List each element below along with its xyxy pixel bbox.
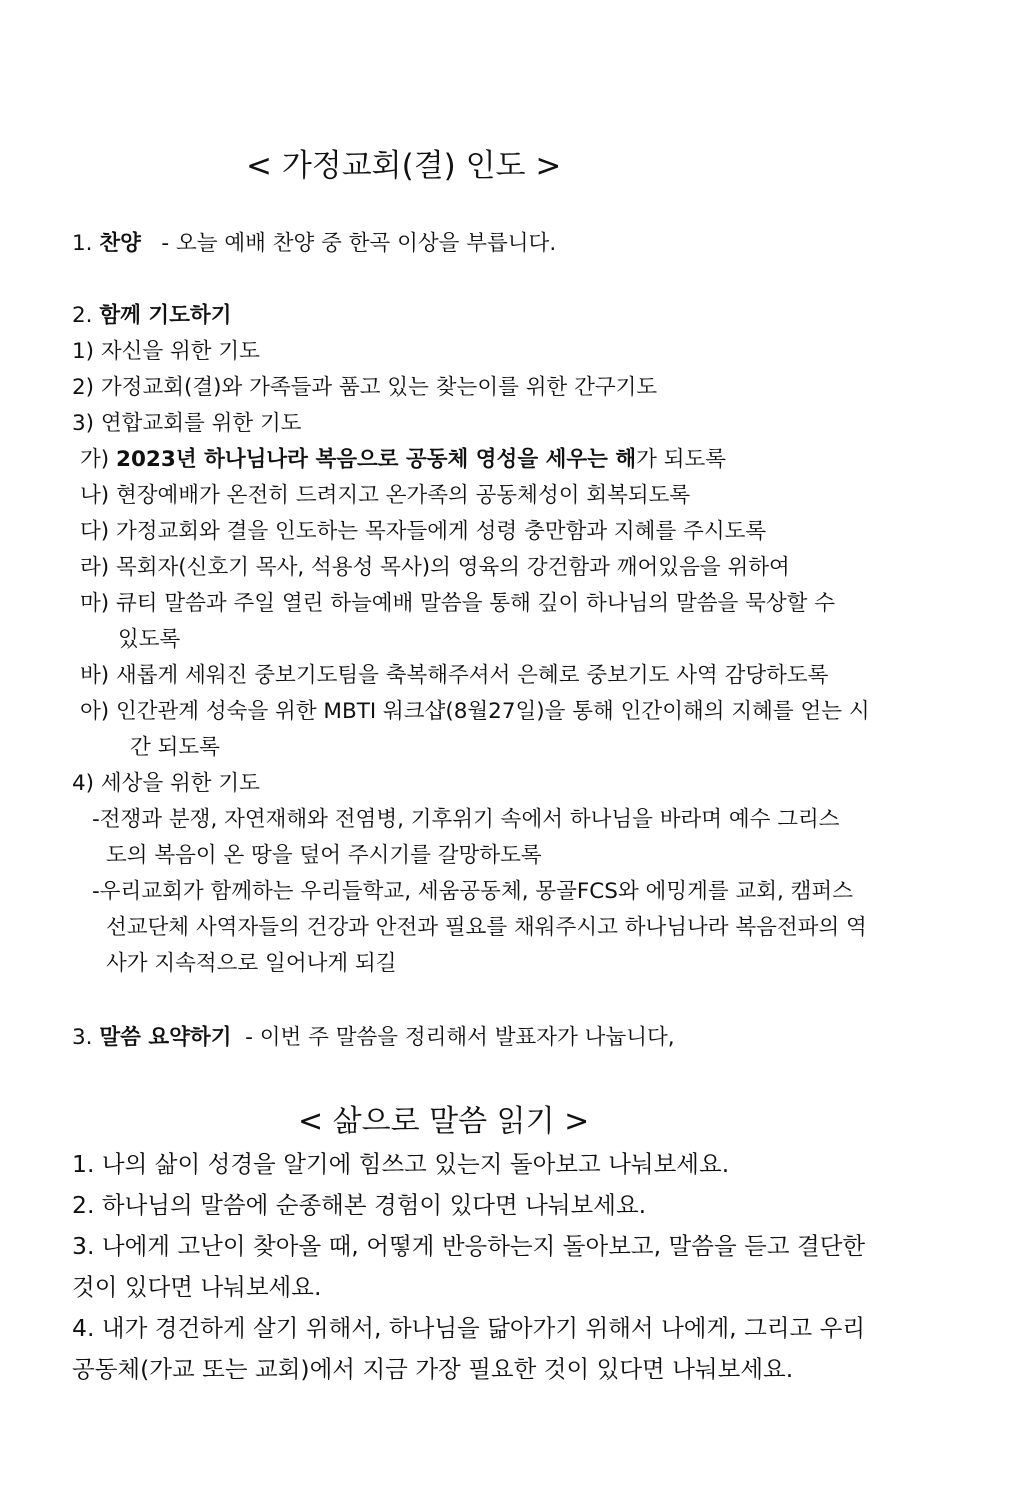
- question-2: 2. 하나님의 말씀에 순종해본 경험이 있다면 나눠보세요.: [72, 1191, 647, 1219]
- world-prayer-1-cont: 도의 복음이 온 땅을 덮어 주시기를 갈망하도록: [106, 843, 542, 868]
- prayer-sub-a-cont: 간 되도록: [130, 735, 220, 760]
- sermon-summary-label: 말씀 요약하기: [99, 1025, 232, 1050]
- heading-living-word: < 삶으로 말씀 읽기 >: [298, 1104, 590, 1139]
- prayer-label: 함께 기도하기: [99, 303, 232, 328]
- section-prayer: [72, 298, 952, 982]
- question-1: 1. 나의 삶이 성경을 알기에 힘쓰고 있는지 돌아보고 나눠보세요.: [72, 1150, 730, 1178]
- prayer-item-4: 4) 세상을 위한 기도: [72, 771, 260, 796]
- praise-number: 1.: [72, 231, 93, 256]
- heading-house-church-guide: < 가정교회(결) 인도 >: [246, 148, 562, 184]
- prayer-sub-ga: [72, 442, 952, 478]
- sermon-summary-number: 3.: [72, 1025, 93, 1050]
- prayer-sub-na: 나) 현장예배가 온전히 드려지고 온가족의 공동체성이 회복되도록: [80, 483, 691, 508]
- question-3: 3. 나에게 고난이 찾아올 때, 어떻게 반응하는지 돌아보고, 말씀을 듣고 결단한: [72, 1232, 866, 1260]
- prayer-item-3: 3) 연합교회를 위한 기도: [72, 411, 302, 436]
- prayer-sub-ra: 라) 목회자(신호기 목사, 석용성 목사)의 영육의 강건함과 깨어있음을 위하여: [80, 555, 790, 580]
- praise-text: - 오늘 예배 찬양 중 한곡 이상을 부릅니다.: [161, 231, 557, 256]
- praise-line: [72, 226, 952, 262]
- section-sermon-summary: [72, 1020, 952, 1056]
- prayer-sub-ga-text: 가 되도록: [636, 447, 727, 472]
- section-praise: [72, 226, 952, 262]
- prayer-sub-a: 아) 인간관계 성숙을 위한 MBTI 워크샵(8월27일)을 통해 인간이해의 지혜를 얻는 시: [80, 699, 870, 724]
- world-prayer-2-cont2: 사가 지속적으로 일어나게 되길: [106, 951, 397, 976]
- question-4-cont: 공동체(가교 또는 교회)에서 지금 가장 필요한 것이 있다면 나눠보세요.: [72, 1355, 794, 1383]
- prayer-item-1: 1) 자신을 위한 기도: [72, 339, 260, 364]
- prayer-heading: [72, 298, 952, 334]
- sermon-summary-text: - 이번 주 말씀을 정리해서 발표자가 나눕니다,: [245, 1025, 675, 1050]
- prayer-item-2: 2) 가정교회(결)와 가족들과 품고 있는 찾는이를 위한 간구기도: [72, 375, 658, 400]
- praise-label: 찬양: [99, 231, 141, 256]
- world-prayer-1: -전쟁과 분쟁, 자연재해와 전염병, 기후위기 속에서 하나님을 바라며 예수 그리스: [92, 807, 840, 832]
- prayer-sub-ga-emphasis: 2023년 하나님나라 복음으로 공동체 영성을 세우는 해: [116, 447, 637, 472]
- prayer-sub-ba: 바) 새롭게 세워진 중보기도팀을 축복해주셔서 은혜로 중보기도 사역 감당하도록: [80, 663, 829, 688]
- section-questions: [72, 1144, 952, 1390]
- question-4: 4. 내가 경건하게 살기 위해서, 하나님을 닮아가기 위해서 나에게, 그리고 우리: [72, 1314, 866, 1342]
- prayer-sub-ma: 마) 큐티 말씀과 주일 열린 하늘예배 말씀을 통해 깊이 하나님의 말씀을 묵상할 수: [80, 591, 836, 616]
- question-3-cont: 것이 있다면 나눠보세요.: [72, 1273, 322, 1301]
- sermon-summary-line: [72, 1020, 952, 1056]
- prayer-sub-ma-cont: 있도록: [118, 627, 181, 652]
- prayer-number: 2.: [72, 303, 93, 328]
- prayer-sub-da: 다) 가정교회와 결을 인도하는 목자들에게 성령 충만함과 지혜를 주시도록: [80, 519, 767, 544]
- world-prayer-2-cont: 선교단체 사역자들의 건강과 안전과 필요를 채워주시고 하나님나라 복음전파의 역: [106, 915, 867, 940]
- world-prayer-2: -우리교회가 함께하는 우리들학교, 세움공동체, 몽골FCS와 에밍게를 교회, 캠퍼스: [92, 879, 853, 904]
- prayer-sub-ga-marker: 가): [80, 447, 110, 472]
